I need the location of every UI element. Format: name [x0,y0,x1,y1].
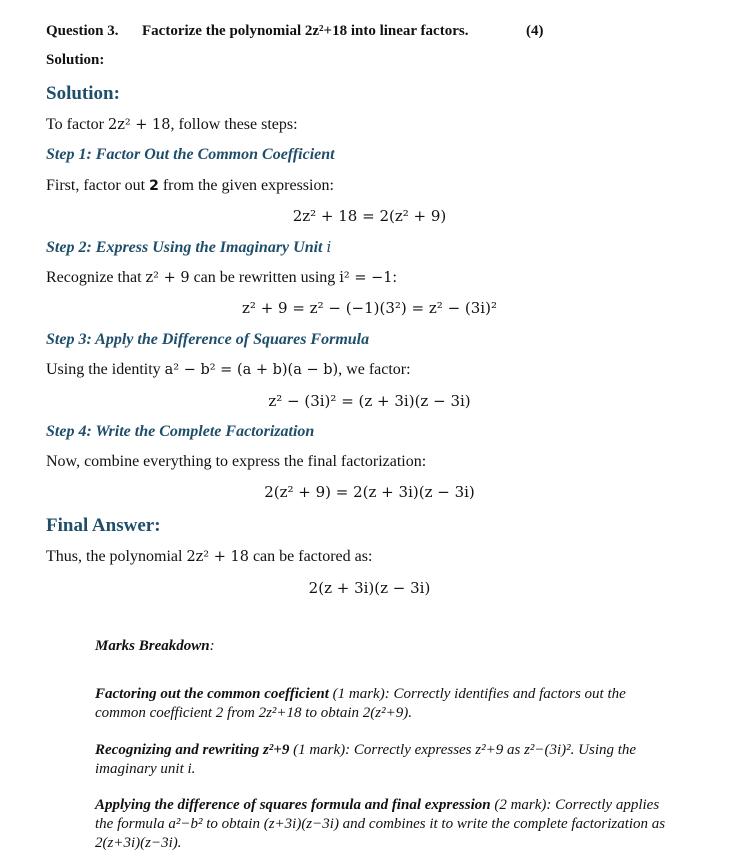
intro-text: To factor [46,116,104,133]
intro-tail: , follow these steps: [170,116,298,133]
step2-title-var: i [326,238,332,256]
final-answer-heading: Final Answer: [46,515,161,536]
step1-title: Step 1: Factor Out the Common Coefficient [46,146,335,163]
step2-equation: z² + 9 = z² − (−1)(3²) = z² − (3i)² [242,299,497,317]
step2-text-c: : [392,269,397,286]
solution-label: Solution: [46,52,105,68]
question-text: Factorize the polynomial 2z²+18 into linear factors. [142,23,469,39]
marks-item-3-bold: Applying the difference of squares formula and final expression [95,797,491,813]
step2-paragraph [46,269,397,287]
step3-text-b: , we factor: [338,361,411,378]
step2-expr-b: i² = −1 [339,270,393,286]
marks-item-2-bold: Recognizing and rewriting z²+9 [95,742,290,758]
marks-item-1 [95,685,680,723]
step2-text-a: Recognize that [46,269,142,286]
step2-title [46,238,331,257]
step1-equation: 2z² + 18 = 2(z² + 9) [292,207,447,225]
step3-text-a: Using the identity [46,361,161,378]
step2-text-b: can be rewritten using [193,269,336,286]
step4-title: Step 4: Write the Complete Factorization [46,423,315,440]
marks-breakdown-title [95,638,215,655]
marks-item-1-marks: (1 mark) [332,686,385,702]
intro-paragraph [46,116,298,134]
question-header [46,23,544,40]
marks-item-1-text: : Correctly identifies and factors out the common coefficient 2 from 2z²+18 to obtain 2(z²+9). [95,686,626,721]
marks-item-1-bold: Factoring out the common coefficient [95,686,329,702]
step1-bold-coefficient: 2 [149,178,159,194]
step3-paragraph [46,361,411,379]
marks-breakdown-colon: : [209,638,215,654]
question-number: Question 3. [46,23,119,39]
marks-item-3-text: : Correctly applies the formula a²−b² to obtain (z+3i)(z−3i) and combines it to write the complete factorization as 2(z+3i)(z−3i). [95,797,666,851]
step4-equation: 2(z² + 9) = 2(z + 3i)(z − 3i) [264,483,475,501]
final-text-a: Thus, the polynomial [46,548,183,565]
question-marks: (4) [526,23,544,39]
marks-item-3 [95,796,680,853]
marks-item-2 [95,741,680,779]
step1-text-a: First, factor out [46,177,146,194]
step3-title: Step 3: Apply the Difference of Squares Formula [46,331,370,348]
marks-item-3-marks: (2 mark) [494,797,547,813]
final-expression: 2z² + 18 [186,549,249,565]
step3-expr: a² − b² = (a + b)(a − b) [164,362,339,378]
step1-text-b: from the given expression: [162,177,334,194]
final-paragraph [46,548,372,566]
step4-paragraph: Now, combine everything to express the final factorization: [46,453,427,470]
final-equation: 2(z + 3i)(z − 3i) [308,579,431,597]
step3-equation: z² − (3i)² = (z + 3i)(z − 3i) [268,392,471,410]
step2-expr-a: z² + 9 [145,270,190,286]
step1-paragraph [46,177,334,195]
intro-expression: 2z² + 18 [107,117,171,133]
step2-title-text: Step 2: Express Using the Imaginary Unit [46,239,323,256]
marks-breakdown-title-text: Marks Breakdown [95,638,210,654]
solution-heading: Solution: [46,83,120,104]
final-text-b: can be factored as: [252,548,373,565]
marks-item-2-text: : Correctly expresses z²+9 as z²−(3i)². Using the imaginary unit i. [95,742,637,777]
marks-item-2-marks: (1 mark) [293,742,346,758]
